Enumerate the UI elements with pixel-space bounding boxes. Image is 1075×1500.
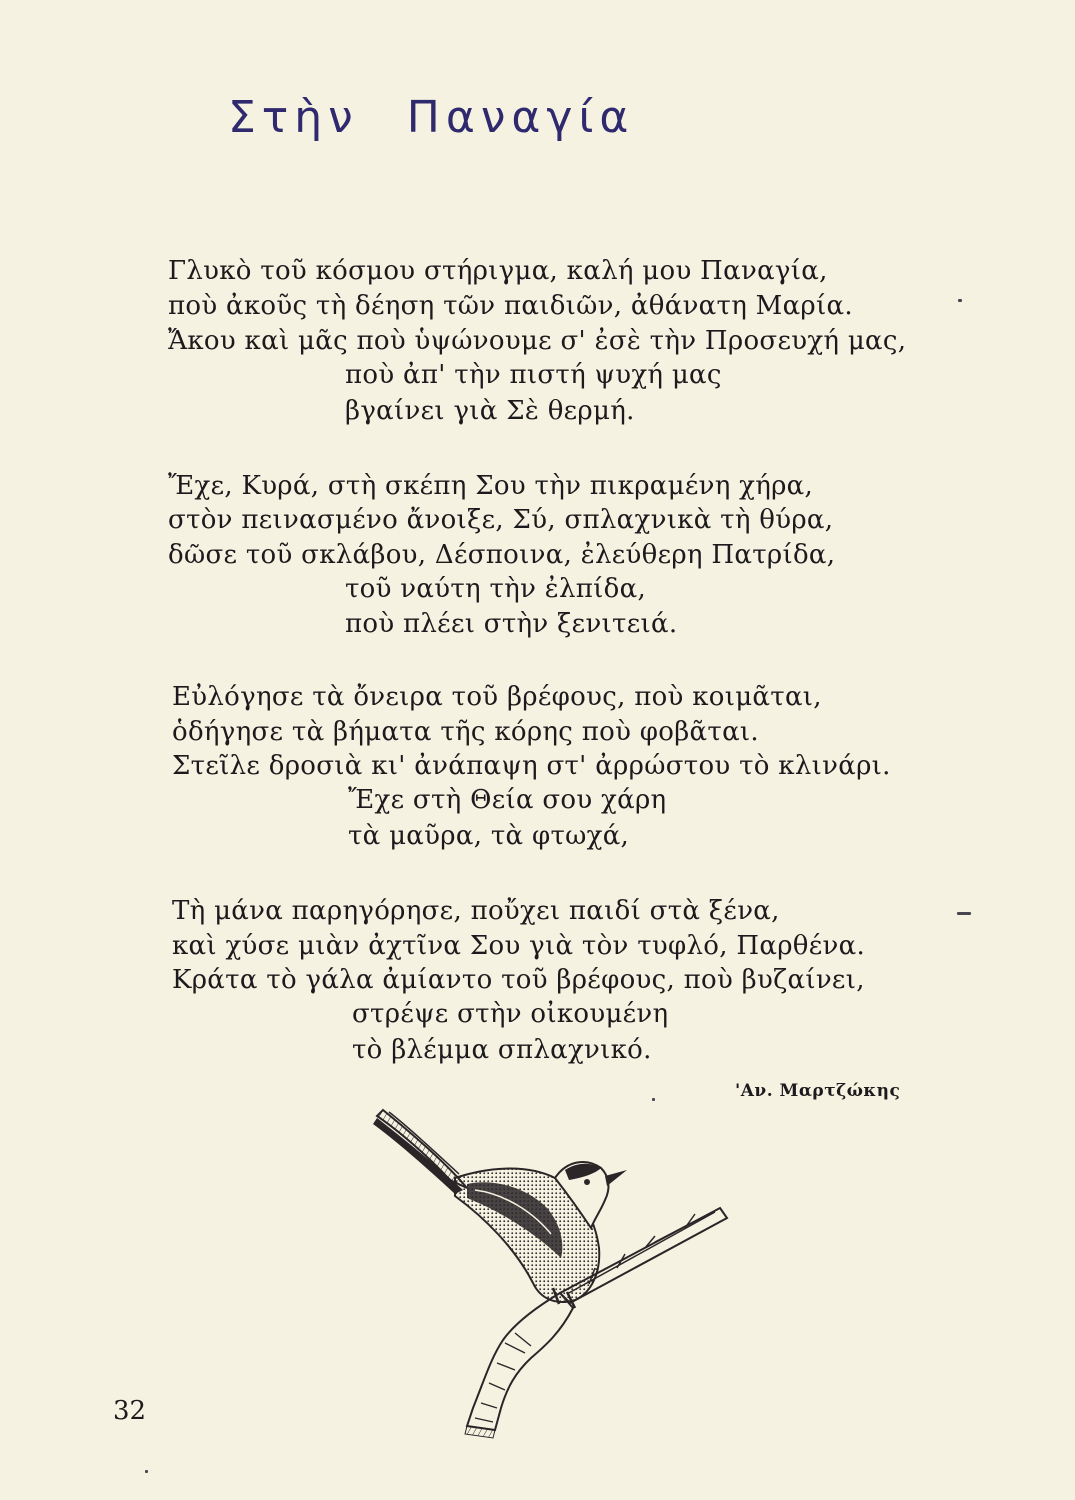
- poem-line: Γλυκὸ τοῦ κόσμου στήριγμα, καλή μου Παναγία,: [168, 256, 828, 286]
- poem-line: καὶ χύσε μιὰν ἀχτῖνα Σου γιὰ τὸν τυφλό, Παρθένα.: [172, 931, 866, 961]
- poem-line: Κράτα τὸ γάλα ἀμίαντο τοῦ βρέφους, ποὺ βυζαίνει,: [172, 965, 865, 995]
- poem-line: Στεῖλε δροσιὰ κι' ἀνάπαψη στ' ἀρρώστου τὸ κλινάρι.: [172, 751, 891, 781]
- bird-on-branch-illustration: [355, 1108, 735, 1440]
- poem-line: τὰ μαῦρα, τὰ φτωχά,: [348, 821, 630, 851]
- poem-line: Τὴ μάνα παρηγόρησε, ποὔχει παιδί στὰ ξένα,: [172, 896, 780, 926]
- scan-speck: [145, 1470, 148, 1473]
- poem-line: Ἄκου καὶ μᾶς ποὺ ὑψώνουμε σ' ἐσὲ τὴν Προσευχή μας,: [168, 326, 907, 356]
- poem-line: δῶσε τοῦ σκλάβου, Δέσποινα, ἐλεύθερη Πατρίδα,: [168, 540, 836, 570]
- scan-speck: [957, 912, 971, 915]
- author-signature: 'Αν. Μαρτζώκης: [735, 1081, 901, 1101]
- poem-line: ποὺ ἀπ' τὴν πιστή ψυχή μας: [345, 360, 722, 390]
- page-number: 32: [113, 1396, 147, 1426]
- poem-line: στρέψε στὴν οἰκουμένη: [352, 999, 669, 1029]
- poem-line: ποὺ πλέει στὴν ξενιτειά.: [345, 609, 678, 639]
- poem-line: Ἔχε στὴ Θεία σου χάρη: [348, 785, 667, 815]
- scan-speck: [958, 299, 962, 302]
- poem-line: Ἔχε, Κυρά, στὴ σκέπη Σου τὴν πικραμένη χήρα,: [168, 471, 814, 501]
- poem-line: τὸ βλέμμα σπλαχνικό.: [352, 1035, 652, 1065]
- poem-line: ποὺ ἀκοῦς τὴ δέηση τῶν παιδιῶν, ἀθάνατη Μαρία.: [168, 291, 853, 321]
- poem-line: στὸν πεινασμένο ἄνοιξε, Σύ, σπλαχνικὰ τὴ θύρα,: [168, 505, 834, 535]
- poem-title: Στὴν Παναγία: [228, 92, 635, 143]
- scan-speck: [652, 1098, 655, 1101]
- poem-line: ὁδήγησε τὰ βήματα τῆς κόρης ποὺ φοβᾶται.: [172, 717, 759, 747]
- poem-line: Εὐλόγησε τὰ ὄνειρα τοῦ βρέφους, ποὺ κοιμᾶται,: [172, 682, 822, 712]
- poem-line: τοῦ ναύτη τὴν ἐλπίδα,: [345, 574, 647, 604]
- poem-line: βγαίνει γιὰ Σὲ θερμή.: [345, 396, 635, 426]
